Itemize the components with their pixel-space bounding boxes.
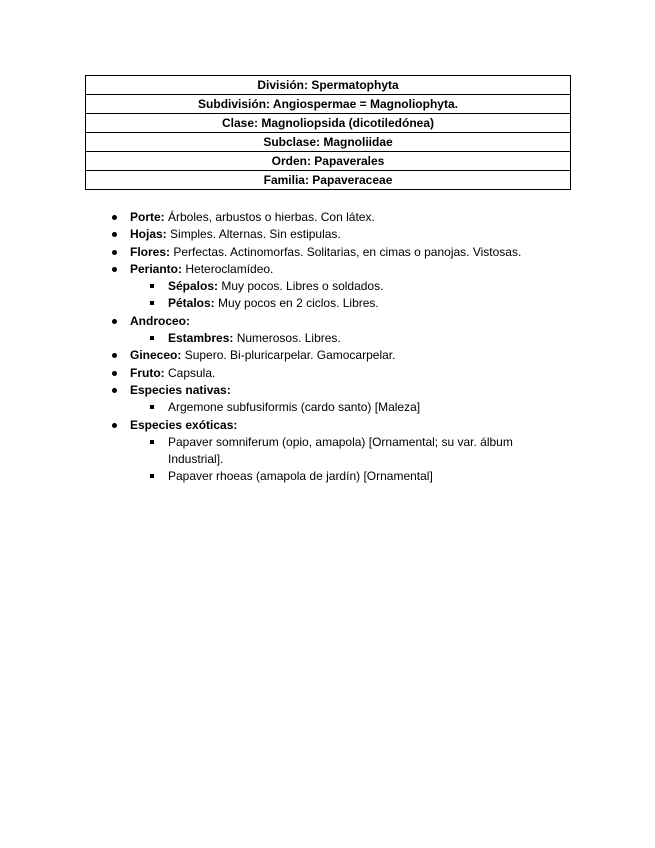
gineceo-label: Gineceo: xyxy=(130,348,182,363)
hojas-label: Hojas: xyxy=(130,227,167,242)
table-row xyxy=(86,76,571,95)
nativas-label: Especies nativas: xyxy=(130,382,231,397)
bullet-square-icon xyxy=(150,336,154,340)
hojas-text: Simples. Alternas. Sin estipulas. xyxy=(166,227,341,242)
familia-cell: Familia: Papaveraceae xyxy=(86,171,571,190)
table-row xyxy=(86,114,571,133)
perianto-label: Perianto: xyxy=(130,261,183,276)
exotica-2-text: Papaver rhoeas (amapola de jardín) [Ornamental] xyxy=(168,469,433,484)
subclase-cell: Subclase: Magnoliidae xyxy=(86,133,571,152)
porte-label: Porte: xyxy=(130,210,165,224)
list-item-hojas xyxy=(0,226,655,243)
petalos-text: Muy pocos en 2 ciclos. Libres. xyxy=(214,296,379,311)
table-row xyxy=(86,171,571,190)
perianto-text: Heteroclamídeo. xyxy=(182,261,274,276)
sepalos-label: Sépalos: xyxy=(168,279,219,294)
porte-text: Árboles, arbustos o hierbas. Con látex. xyxy=(164,210,375,224)
list-item-nativa-1 xyxy=(0,399,655,416)
gineceo-text: Supero. Bi-pluricarpelar. Gamocarpelar. xyxy=(181,348,396,363)
sepalos-text: Muy pocos. Libres o soldados. xyxy=(218,279,384,294)
list-item-exotica-2 xyxy=(0,468,655,485)
traits-list xyxy=(0,209,655,486)
list-item-fruto xyxy=(0,365,655,382)
list-item-nativas xyxy=(0,382,655,399)
table-row xyxy=(86,133,571,152)
bullet-dot-icon xyxy=(112,388,117,393)
bullet-dot-icon xyxy=(112,353,117,358)
bullet-dot-icon xyxy=(112,215,117,220)
bullet-square-icon xyxy=(150,405,154,409)
list-item-flores xyxy=(0,244,655,261)
bullet-dot-icon xyxy=(112,250,117,255)
table-row xyxy=(86,152,571,171)
bullet-square-icon xyxy=(150,301,154,305)
list-item-perianto xyxy=(0,261,655,278)
flores-text: Perfectas. Actinomorfas. Solitarias, en cimas o panojas. Vistosas. xyxy=(170,244,522,259)
petalos-label: Pétalos: xyxy=(168,296,215,311)
bullet-dot-icon xyxy=(112,371,117,376)
bullet-square-icon xyxy=(150,440,154,444)
fruto-text: Capsula. xyxy=(164,365,216,380)
list-item-androceo xyxy=(0,313,655,330)
bullet-dot-icon xyxy=(112,319,117,324)
list-item-porte xyxy=(0,209,655,226)
list-item-gineceo xyxy=(0,347,655,364)
bullet-square-icon xyxy=(150,284,154,288)
list-item-estambres xyxy=(0,330,655,347)
fruto-label: Fruto: xyxy=(130,365,165,380)
division-cell: División: Spermatophyta xyxy=(86,76,571,95)
table-row xyxy=(86,95,571,114)
orden-cell: Orden: Papaverales xyxy=(86,152,571,171)
bullet-square-icon xyxy=(150,474,154,478)
exotica-1-text: Papaver somniferum (opio, amapola) [Ornamental; su var. álbum Industrial]. xyxy=(168,434,513,467)
nativa-1-text: Argemone subfusiformis (cardo santo) [Maleza] xyxy=(168,400,421,415)
taxonomy-table xyxy=(85,75,571,190)
list-item-exotica-1 xyxy=(0,434,568,469)
subdivision-cell: Subdivisión: Angiospermae = Magnoliophyta. xyxy=(86,95,571,114)
bullet-dot-icon xyxy=(112,423,117,428)
flores-label: Flores: xyxy=(130,244,171,259)
bullet-dot-icon xyxy=(112,232,117,237)
estambres-label: Estambres: xyxy=(168,331,234,346)
estambres-text: Numerosos. Libres. xyxy=(233,331,341,346)
list-item-petalos xyxy=(0,295,655,312)
bullet-dot-icon xyxy=(112,267,117,272)
exoticas-label: Especies exóticas: xyxy=(130,417,238,432)
list-item-sepalos xyxy=(0,278,655,295)
clase-cell: Clase: Magnoliopsida (dicotiledónea) xyxy=(86,114,571,133)
list-item-exoticas xyxy=(0,417,655,434)
androceo-label: Androceo: xyxy=(130,313,190,328)
